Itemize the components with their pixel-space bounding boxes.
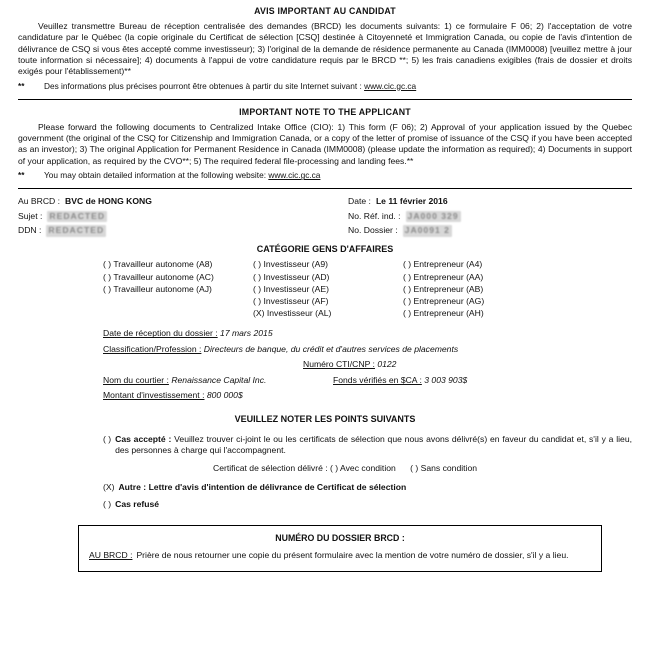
header-info-right bbox=[348, 196, 632, 236]
dossier-label: No. Dossier : bbox=[348, 225, 398, 236]
courtier-group bbox=[103, 375, 333, 386]
category-option[interactable] bbox=[103, 283, 253, 295]
cticnp-value: 0122 bbox=[377, 359, 397, 370]
courtier-label: Nom du courtier : bbox=[103, 374, 169, 385]
field-montant bbox=[103, 390, 632, 401]
category-label-ad: Investisseur (AD) bbox=[263, 271, 330, 282]
category-column-investisseur bbox=[253, 258, 403, 319]
field-sujet bbox=[18, 211, 348, 222]
checkbox-ac[interactable]: ( ) bbox=[103, 271, 112, 282]
classification-label: Classification/Profession : bbox=[103, 343, 202, 354]
category-column-entrepreneur bbox=[403, 258, 553, 319]
english-footnote-text bbox=[44, 170, 632, 181]
reception-value: 17 mars 2015 bbox=[220, 328, 273, 339]
brcd-file-number-box bbox=[78, 525, 602, 572]
field-cticnp bbox=[103, 359, 632, 370]
certificate-line bbox=[103, 463, 632, 474]
french-section bbox=[18, 6, 632, 92]
checkbox-a8[interactable]: ( ) bbox=[103, 259, 112, 270]
montant-value: 800 000$ bbox=[206, 390, 243, 401]
cert-label: Certificat de sélection délivré : bbox=[213, 463, 328, 474]
category-column-travailleur bbox=[103, 258, 253, 319]
fonds-group bbox=[333, 375, 632, 386]
field-courtier-fonds bbox=[103, 375, 632, 386]
english-section-title: IMPORTANT NOTE TO THE APPLICANT bbox=[239, 106, 411, 117]
category-option[interactable] bbox=[403, 307, 553, 319]
field-dossier bbox=[348, 225, 632, 236]
checkbox-ah[interactable]: ( ) bbox=[403, 308, 412, 319]
ddn-label: DDN : bbox=[18, 225, 42, 236]
checkbox-ag[interactable]: ( ) bbox=[403, 296, 412, 307]
cticnp-label: Numéro CTI/CNP : bbox=[303, 359, 375, 370]
field-ref-ind bbox=[348, 211, 632, 222]
english-footnote-link[interactable]: www.cic.gc.ca bbox=[268, 170, 321, 181]
category-label-af: Investisseur (AF) bbox=[263, 296, 329, 307]
checkbox-a9[interactable]: ( ) bbox=[253, 259, 262, 270]
box-label: AU BRCD : bbox=[89, 550, 133, 561]
english-section bbox=[18, 107, 632, 181]
classification-value: Directeurs de banque, du crédit et d'autres services de placements bbox=[203, 343, 459, 354]
category-title: CATÉGORIE GENS D'AFFAIRES bbox=[256, 243, 394, 254]
category-option[interactable] bbox=[103, 271, 253, 283]
point-refuse[interactable] bbox=[103, 499, 632, 510]
category-option[interactable] bbox=[253, 283, 403, 295]
field-date bbox=[348, 196, 632, 207]
points-title: VEUILLEZ NOTER LES POINTS SUIVANTS bbox=[234, 413, 416, 424]
category-option[interactable] bbox=[253, 307, 403, 319]
field-au-brcd bbox=[18, 196, 348, 207]
checkbox-af[interactable]: ( ) bbox=[253, 296, 262, 307]
category-label-a8: Travailleur autonome (A8) bbox=[113, 259, 213, 270]
french-paragraph: Veuillez transmettre Bureau de réception centralisée des demandes (BRCD) les documents suivants: 1) ce formulaire F 06; 2) l'acceptation de votre candidature par le Québec (la copie originale du Certificat de sélection [CSQ] destinée à Citoyenneté et Immigration Canada, ou copie de l'avis d'intention de délivrance de CSQ si vous êtes accepté comme investisseur); 3) l'original de la demande de résidence permanente au Canada (IMM0008) [veuillez mettre à jour toute information si nécessaire]; 4) documents à l'appui de votre candidature requis par le BRCD **; 5) les frais canadiens exigibles (frais de dossier et droits exigés pour l'établissement)** bbox=[18, 20, 632, 77]
category-label-ae: Investisseur (AE) bbox=[263, 283, 329, 294]
checkbox-al[interactable]: (X) bbox=[253, 308, 265, 319]
point-accepted-label: Cas accepté : bbox=[115, 433, 172, 444]
english-footnote-body: You may obtain detailed information at the following website: bbox=[44, 170, 267, 181]
date-value: Le 11 février 2016 bbox=[375, 196, 448, 207]
category-grid bbox=[18, 258, 632, 319]
date-label: Date : bbox=[348, 196, 371, 207]
english-footnote-mark: ** bbox=[18, 170, 25, 181]
divider-1 bbox=[18, 99, 632, 100]
english-footnote bbox=[18, 170, 632, 181]
checkbox-aj[interactable]: ( ) bbox=[103, 283, 112, 294]
fields-block bbox=[18, 328, 632, 401]
au-brcd-value: BVC de HONG KONG bbox=[65, 196, 152, 207]
french-footnote-mark: ** bbox=[18, 80, 25, 91]
category-label-ag: Entrepreneur (AG) bbox=[413, 296, 485, 307]
checkbox-ae[interactable]: ( ) bbox=[253, 283, 262, 294]
point-autre[interactable] bbox=[103, 482, 632, 493]
cert-option-sans-condition[interactable]: ( ) Sans condition bbox=[410, 463, 477, 474]
point-autre-text: Lettre d'avis d'intention de délivrance de Certificat de sélection bbox=[148, 481, 407, 492]
reception-label: Date de réception du dossier : bbox=[103, 328, 218, 339]
category-option[interactable] bbox=[403, 271, 553, 283]
category-option[interactable] bbox=[253, 258, 403, 270]
montant-label: Montant d'investissement : bbox=[103, 390, 205, 401]
point-autre-label: Autre : bbox=[118, 481, 147, 492]
category-option[interactable] bbox=[253, 271, 403, 283]
box-body bbox=[89, 550, 591, 561]
category-option[interactable] bbox=[403, 295, 553, 307]
checkbox-ab[interactable]: ( ) bbox=[403, 283, 412, 294]
category-option[interactable] bbox=[403, 283, 553, 295]
header-info-left bbox=[18, 196, 348, 236]
divider-2 bbox=[18, 188, 632, 189]
french-footnote-text bbox=[44, 81, 632, 92]
checkbox-cas-accepte[interactable]: ( ) bbox=[103, 433, 112, 444]
category-label-aa: Entrepreneur (AA) bbox=[413, 271, 484, 282]
checkbox-autre[interactable]: (X) bbox=[103, 481, 115, 492]
box-title: NUMÉRO DU DOSSIER BRCD : bbox=[275, 532, 405, 543]
ref-value: JA000 329 bbox=[407, 210, 459, 221]
field-classification bbox=[103, 344, 632, 355]
checkbox-ad[interactable]: ( ) bbox=[253, 271, 262, 282]
category-label-al: Investisseur (AL) bbox=[266, 308, 332, 319]
point-refuse-label: Cas refusé bbox=[115, 499, 160, 510]
fonds-value: 3 003 903$ bbox=[424, 374, 468, 385]
points-block bbox=[18, 434, 632, 511]
au-brcd-label: Au BRCD : bbox=[18, 196, 61, 207]
ref-label: No. Réf. ind. : bbox=[348, 210, 401, 221]
checkbox-aa[interactable]: ( ) bbox=[403, 271, 412, 282]
header-info-block bbox=[18, 196, 632, 236]
category-option[interactable] bbox=[253, 295, 403, 307]
category-label-a9: Investisseur (A9) bbox=[263, 259, 328, 270]
box-text: Prière de nous retourner une copie du présent formulaire avec la mention de votre numéro de dossier, s'il y a lieu. bbox=[136, 550, 569, 561]
category-label-a4: Entrepreneur (A4) bbox=[413, 259, 483, 270]
sujet-label: Sujet : bbox=[18, 210, 43, 221]
sujet-value: REDACTED bbox=[49, 210, 106, 221]
category-label-aj: Travailleur autonome (AJ) bbox=[113, 283, 212, 294]
fonds-label: Fonds vérifiés en $CA : bbox=[333, 374, 422, 385]
dossier-value: JA0091 2 bbox=[404, 225, 450, 236]
point-autre-body bbox=[118, 482, 632, 493]
french-footnote-link[interactable]: www.cic.gc.ca bbox=[364, 80, 417, 91]
cert-option-avec-condition[interactable]: ( ) Avec condition bbox=[330, 463, 396, 474]
category-label-ab: Entrepreneur (AB) bbox=[413, 283, 484, 294]
french-footnote-body: Des informations plus précises pourront être obtenues à partir du site Internet suivant : bbox=[44, 80, 362, 91]
field-ddn bbox=[18, 225, 348, 236]
category-option[interactable] bbox=[103, 258, 253, 270]
english-paragraph: Please forward the following documents to Centralized Intake Office (CIO): 1) This form (F 06); 2) Approval of your application issued by the Quebec government (the original of the CSQ for Citizenship and Immigration Canada, or a copy of the letter of promise of issuance of the CSQ if you have been accepted as an investor); 3) The original Application for Permanent Residence in Canada (IMM0008) (please update the information as required); 4) Documents in support of your application, as required by the CVO**; 5) The required federal file-processing and landing fees.** bbox=[18, 121, 632, 166]
category-option[interactable] bbox=[403, 258, 553, 270]
checkbox-a4[interactable]: ( ) bbox=[403, 259, 412, 270]
point-accepted-body bbox=[115, 434, 632, 457]
point-accepted[interactable] bbox=[103, 434, 632, 457]
field-reception-date bbox=[103, 328, 632, 339]
point-accepted-text: Veuillez trouver ci-joint le ou les certificats de sélection que nous avons délivré(s) en faveur du candidat et, s'il y a lieu, des personnes à charge qui l'accompagnent. bbox=[115, 433, 633, 455]
category-label-ac: Travailleur autonome (AC) bbox=[113, 271, 214, 282]
courtier-value: Renaissance Capital Inc. bbox=[171, 374, 267, 385]
french-section-title: AVIS IMPORTANT AU CANDIDAT bbox=[254, 6, 396, 16]
ddn-value: REDACTED bbox=[48, 225, 105, 236]
checkbox-cas-refuse[interactable]: ( ) bbox=[103, 499, 112, 510]
french-footnote bbox=[18, 81, 632, 92]
category-label-ah: Entrepreneur (AH) bbox=[413, 308, 484, 319]
